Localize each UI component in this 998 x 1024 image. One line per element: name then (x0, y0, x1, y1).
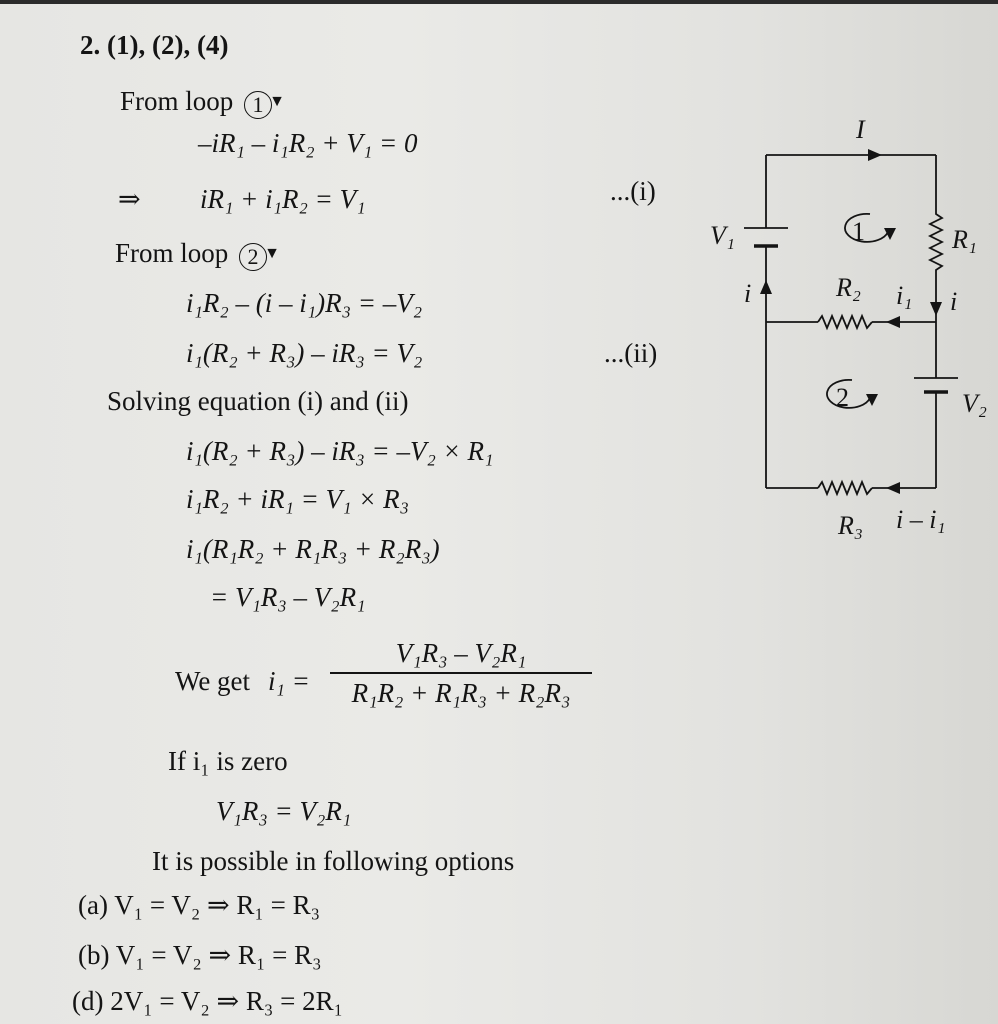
fraction-numerator: V₁R₃ – V₂R₁ (395, 638, 527, 668)
loop2-text: From loop (115, 238, 229, 268)
label-left-current: i (744, 279, 752, 308)
equation-2a: i₁R₂ – (i – i₁)R₃ = –V₂ (186, 288, 423, 318)
fraction-denominator: R₁R₂ + R₁R₃ + R₂R₃ (351, 677, 571, 708)
possible-text: It is possible in following options (152, 846, 515, 876)
equation-3d: = V₁R₃ – V₂R₁ (210, 582, 366, 612)
label-v2: V₂ (962, 389, 987, 418)
page-top-border (0, 0, 998, 4)
circuit-diagram (700, 110, 998, 550)
loop1-label (120, 86, 272, 119)
arrow-right-current (930, 302, 942, 316)
resistor-r3 (818, 482, 872, 494)
label-i1: i₁ (896, 281, 913, 310)
resistor-r1 (930, 208, 942, 276)
equation-3c: i₁(R₁R₂ + R₁R₃ + R₂R₃) (186, 534, 440, 564)
option-d: (d) 2V₁ = V₂ ⇒ R₃ = 2R₁ (72, 986, 343, 1016)
label-loop1: 1 (852, 217, 865, 246)
equation-1a: –iR₁ – i₁R₂ + V₁ = 0 (198, 128, 418, 158)
option-a: (a) V₁ = V₂ ⇒ R₁ = R₃ (78, 890, 320, 920)
equation-2b: i₁(R₂ + R₃) – iR₃ = V₂ (186, 338, 423, 368)
label-right-current: i (950, 287, 958, 316)
arrow-i1 (886, 316, 900, 328)
arrow-left-current (760, 280, 772, 294)
equation-1b: iR₁ + i₁R₂ = V₁ (200, 184, 366, 214)
arrow-top-current (868, 149, 882, 161)
solving-text: Solving equation (i) and (ii) (107, 386, 409, 416)
equation-2-tag: ...(ii) (604, 338, 658, 368)
arrow-bottom-current (886, 482, 900, 494)
loop2-label (115, 238, 267, 271)
equation-4: V₁R₃ = V₂R₁ (216, 796, 352, 826)
label-r2: R₂ (836, 273, 861, 302)
if-zero-text: If i₁ is zero (168, 746, 288, 776)
option-b: (b) V₁ = V₂ ⇒ R₁ = R₃ (78, 940, 322, 970)
loop1-mark: 1 ▼ (244, 91, 272, 119)
label-r1: R₁ (952, 225, 977, 254)
implies-symbol: ⇒ (118, 184, 141, 214)
solution-heading: 2. (1), (2), (4) (80, 30, 229, 60)
equation-1-tag: ...(i) (610, 176, 656, 206)
label-i-minus-i1: i – i₁ (896, 505, 946, 534)
equation-3a: i₁(R₂ + R₃) – iR₃ = –V₂ × R₁ (186, 436, 494, 466)
label-loop2: 2 (836, 383, 849, 412)
equation-3b: i₁R₂ + iR₁ = V₁ × R₃ (186, 484, 410, 514)
loop2-mark: 2 ▼ (239, 243, 267, 271)
i1-equals: i₁ = (268, 666, 310, 696)
i1-fraction (330, 638, 592, 708)
loop1-text: From loop (120, 86, 234, 116)
label-current-i: I (856, 115, 865, 144)
we-get-text: We get (175, 666, 251, 696)
resistor-r2 (818, 316, 872, 328)
label-r3: R₃ (838, 511, 863, 540)
fraction-bar (330, 672, 592, 674)
label-v1: V₁ (710, 221, 735, 250)
